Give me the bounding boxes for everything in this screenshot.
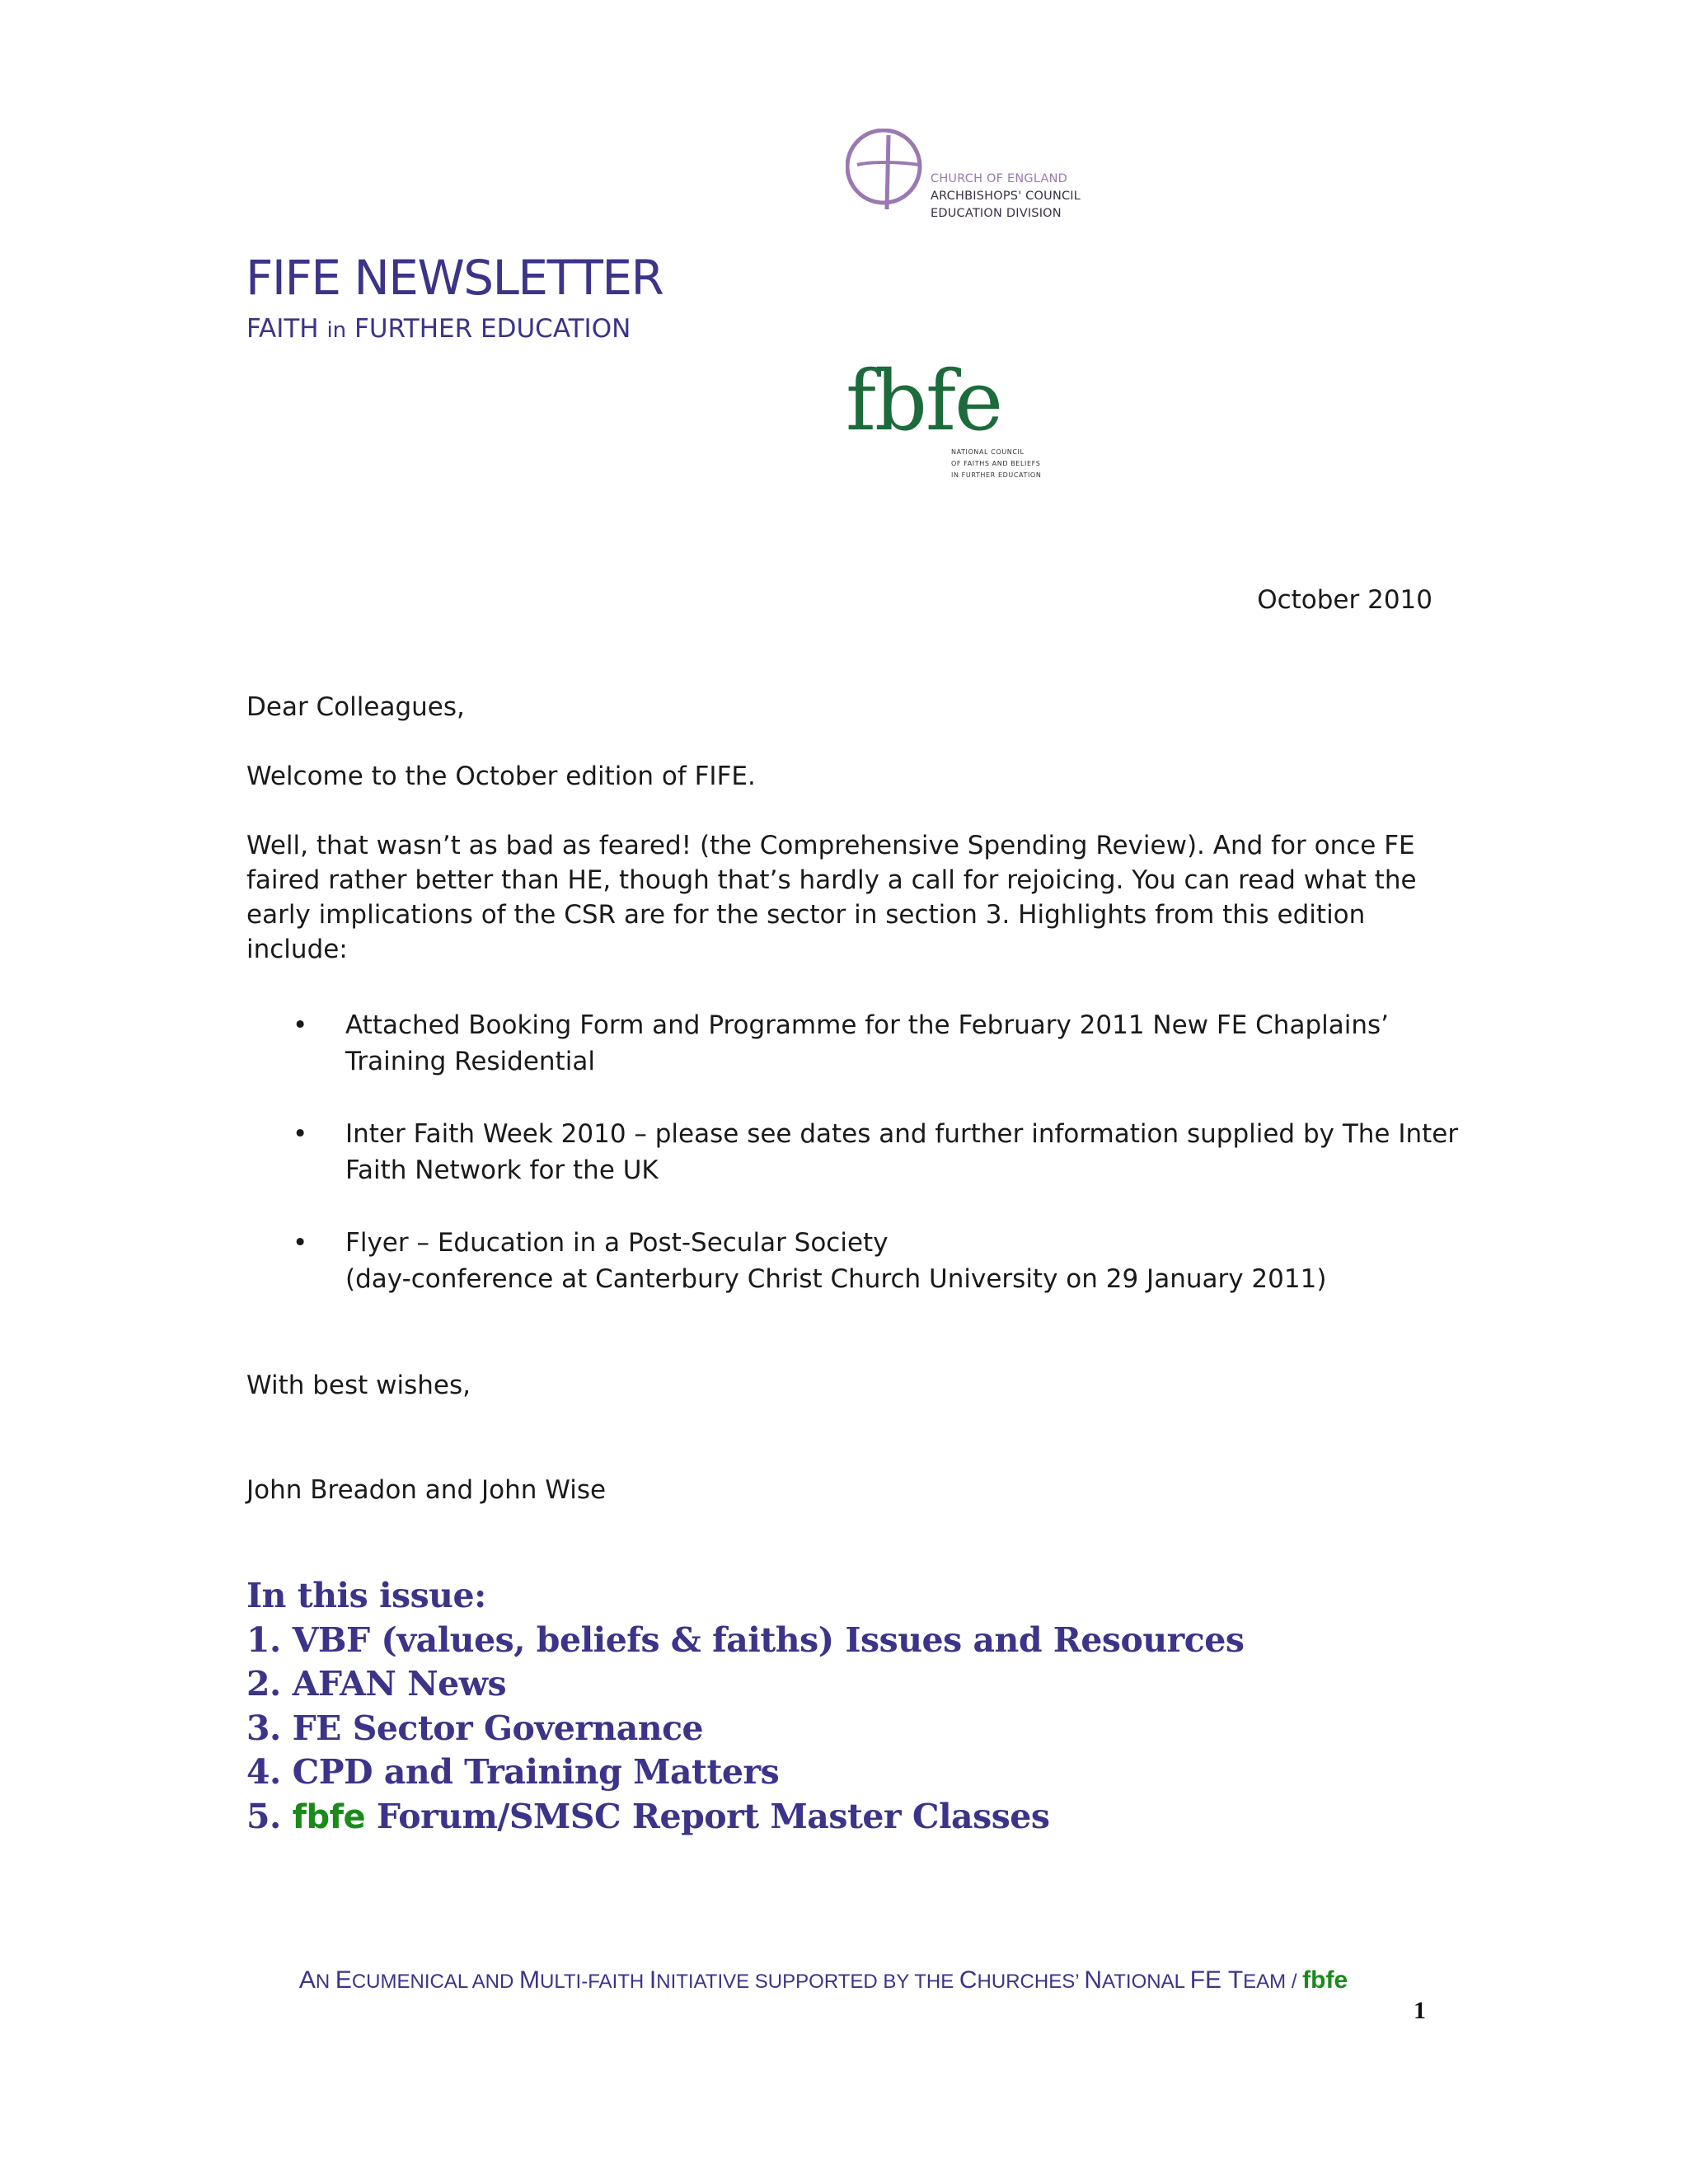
footer-text <box>298 1966 1303 1994</box>
footer-part: M <box>519 1966 540 1994</box>
fbfe-highlight: fbfe <box>292 1797 366 1836</box>
intro-paragraph <box>246 828 1450 967</box>
footer-part: NITIATIVE SUPPORTED BY THE <box>656 1971 959 1993</box>
subtitle-part-1: FAITH <box>246 314 327 344</box>
coe-line-3: EDUCATION DIVISION <box>931 207 1062 220</box>
coe-line-1: CHURCH OF ENGLAND <box>931 172 1067 185</box>
intro-line: early implications of the CSR are for the sector in section 3. Highlights from this edition <box>246 900 1366 930</box>
issue-item: 2. AFAN News <box>246 1664 507 1704</box>
footer-part: E <box>335 1966 352 1994</box>
issue-item: 3. FE Sector Governance <box>246 1708 704 1748</box>
page-number: 1 <box>1414 1997 1426 2024</box>
footer-part: C <box>959 1966 978 1994</box>
bullet-line: (day-conference at Canterbury Christ Church University on 29 January 2011) <box>345 1264 1327 1294</box>
highlights-list <box>246 1007 1483 1333</box>
footer-part: N <box>1084 1966 1103 1994</box>
fbfe-line-2: OF FAITHS AND BELIEFS <box>951 460 1041 467</box>
church-of-england-logo <box>846 129 1093 218</box>
footer-part: HURCHES’ <box>977 1971 1085 1993</box>
fbfe-logo-mark: fbfe <box>846 353 1002 449</box>
newsletter-subtitle <box>246 312 631 347</box>
welcome-line: Welcome to the October edition of FIFE. <box>246 762 756 791</box>
issue-item <box>246 1795 1244 1840</box>
bullet-line: Faith Network for the UK <box>345 1155 659 1185</box>
subtitle-in: in <box>326 318 347 343</box>
footer-part: EAM / <box>1243 1971 1303 1993</box>
issue-item-5-prefix: 5. <box>246 1796 293 1836</box>
closing-line: With best wishes, <box>246 1371 471 1400</box>
fbfe-logo-text <box>951 447 1041 481</box>
footer-part: ULTI-FAITH <box>540 1971 649 1993</box>
letter-date: October 2010 <box>1257 585 1432 615</box>
bullet-line: Inter Faith Week 2010 – please see dates and further information supplied by The Inter <box>345 1119 1459 1149</box>
cross-circle-icon <box>846 129 928 218</box>
list-item <box>246 1116 1483 1225</box>
intro-line: Well, that wasn’t as bad as feared! (the Comprehensive Spending Review). And for once FE <box>246 831 1415 860</box>
list-item <box>246 1225 1483 1333</box>
issue-item-5-rest: Forum/SMSC Report Master Classes <box>365 1796 1050 1836</box>
issue-item: 1. VBF (values, beliefs & faiths) Issues and Resources <box>246 1619 1245 1660</box>
salutation: Dear Colleagues, <box>246 692 465 722</box>
footer-part: A <box>298 1966 316 1994</box>
footer-part: CUMENICAL AND <box>351 1971 519 1993</box>
bullet-icon: • <box>293 1119 308 1149</box>
fbfe-line-3: IN FURTHER EDUCATION <box>951 471 1042 479</box>
footer-part: FE T <box>1189 1966 1244 1994</box>
intro-line: include: <box>246 935 348 964</box>
footer-part: N <box>315 1971 335 1993</box>
list-item <box>246 1007 1483 1116</box>
footer-fbfe: fbfe <box>1302 1966 1348 1994</box>
issue-item: 4. CPD and Training Matters <box>246 1752 780 1792</box>
fbfe-logo <box>846 353 1076 492</box>
footer-part: ATIONAL <box>1102 1971 1190 1993</box>
page-footer <box>0 1966 1647 1994</box>
footer-part: I <box>649 1966 657 1994</box>
bullet-icon: • <box>293 1010 308 1040</box>
subtitle-part-2: FURTHER EDUCATION <box>346 314 631 344</box>
in-this-issue <box>246 1574 1244 1840</box>
bullet-line: Flyer – Education in a Post-Secular Society <box>345 1228 889 1258</box>
coe-logo-text <box>931 171 1081 223</box>
bullet-line: Attached Booking Form and Programme for the February 2011 New FE Chaplains’ <box>345 1010 1390 1040</box>
bullet-icon: • <box>293 1228 308 1258</box>
coe-line-2: ARCHBISHOPS' COUNCIL <box>931 190 1081 203</box>
signature: John Breadon and John Wise <box>246 1475 607 1505</box>
intro-line: faired rather better than HE, though that’s hardly a call for rejoicing. You can read what the <box>246 865 1417 895</box>
bullet-line: Training Residential <box>345 1047 595 1076</box>
issue-heading: In this issue: <box>246 1576 486 1615</box>
fbfe-line-1: NATIONAL COUNCIL <box>951 448 1025 456</box>
newsletter-title: FIFE NEWSLETTER <box>246 250 663 306</box>
